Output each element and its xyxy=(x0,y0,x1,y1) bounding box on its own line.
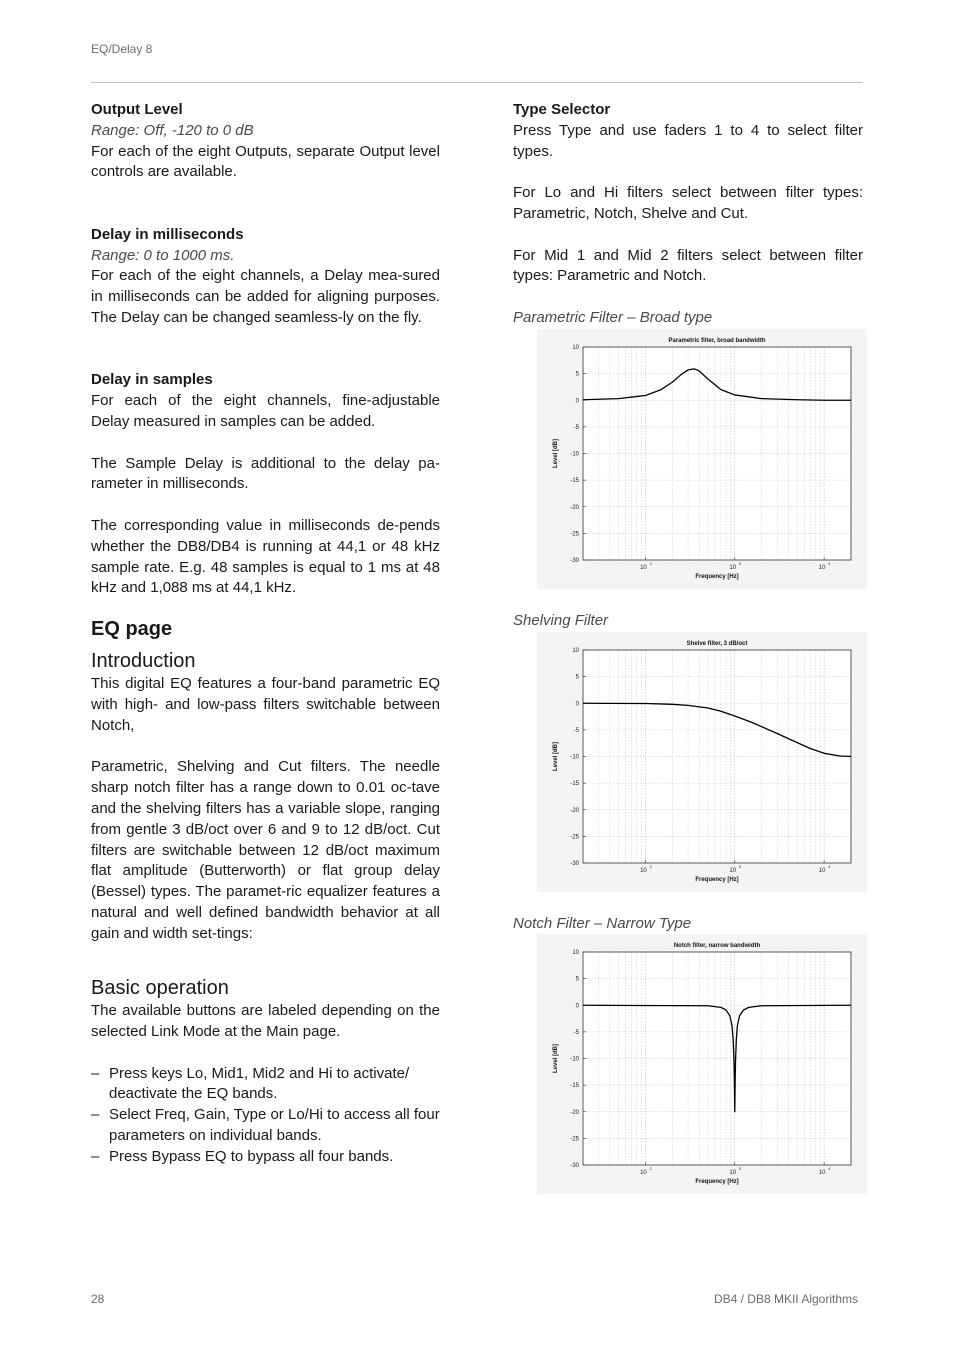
x-tick-label: 10 xyxy=(818,867,826,874)
x-tick-label: 10 xyxy=(729,867,737,874)
x-axis-label: Frequency [Hz] xyxy=(695,876,739,883)
left-column xyxy=(91,100,440,1168)
chart-title: Notch filter, narrow bandwidth xyxy=(673,943,761,950)
y-tick-label: 0 xyxy=(575,700,579,707)
x-tick-exponent: 2 xyxy=(649,863,652,869)
y-tick-label: 10 xyxy=(572,950,579,957)
y-tick-label: 10 xyxy=(572,647,579,654)
y-tick-label: 0 xyxy=(575,1003,579,1010)
y-tick-label: -30 xyxy=(570,557,579,564)
chart-title: Shelve filter, 3 dB/oct xyxy=(686,640,748,647)
header-divider xyxy=(91,82,863,83)
y-tick-label: -25 xyxy=(570,1136,579,1143)
right-column xyxy=(513,100,863,1194)
y-tick-label: 10 xyxy=(572,344,579,351)
type-selector-heading: Type Selector xyxy=(513,101,611,118)
output-level-heading: Output Level xyxy=(91,101,183,118)
x-tick-exponent: 4 xyxy=(828,1166,831,1172)
delay-samples-text-2: The Sample Delay is additional to the delay pa-rameter in milliseconds. xyxy=(91,454,440,493)
y-tick-label: 0 xyxy=(575,398,579,405)
delay-samples-heading: Delay in samples xyxy=(91,371,213,389)
y-tick-label: -15 xyxy=(570,1083,579,1090)
x-tick-exponent: 3 xyxy=(738,1166,742,1172)
delay-ms-text: For each of the eight channels, a Delay mea-sured in milliseconds can be added for aligning purposes. The Delay can be changed seamless-ly on the fly. xyxy=(91,267,440,326)
delay-samples-text-3: The corresponding value in milliseconds de-pends whether the DB8/DB4 is running at 44,1 or 48 kHz sample rate. E.g. 48 samples is equal to 1 ms at 48 kHz and 1,088 ms at 44,1 kHz. xyxy=(91,516,440,597)
y-tick-label: -30 xyxy=(570,1163,579,1170)
document-title: DB4 / DB8 MKII Algorithms xyxy=(713,1292,858,1306)
y-axis-label: Level [dB] xyxy=(553,1044,559,1074)
list-item: – Press Bypass EQ to bypass all four bands. xyxy=(91,1147,440,1168)
parametric-filter-caption: Parametric Filter – Broad type xyxy=(513,308,713,326)
y-tick-label: -20 xyxy=(570,504,579,511)
shelving-filter-caption: Shelving Filter xyxy=(513,611,609,629)
delay-samples-text-1: For each of the eight channels, fine-adjustable Delay measured in samples can be added. xyxy=(91,392,440,430)
y-tick-label: -10 xyxy=(570,1056,579,1063)
basic-operation-text: The available buttons are labeled depending on the selected Link Mode at the Main page. xyxy=(91,1002,440,1041)
y-tick-label: -15 xyxy=(570,780,579,787)
y-tick-label: -20 xyxy=(570,807,579,814)
x-tick-label: 10 xyxy=(640,867,647,874)
introduction-text-1: This digital EQ features a four-band parametric EQ with high- and low-pass filters switchable between Notch, xyxy=(91,675,440,734)
type-selector-text-2: For Lo and Hi filters select between filter types: Parametric, Notch, Shelve and Cut. xyxy=(513,184,863,222)
x-tick-label: 10 xyxy=(640,1170,647,1177)
type-selector-text-1: Press Type and use faders 1 to 4 to select filter types. xyxy=(513,121,863,160)
y-axis-label: Level [dB] xyxy=(553,741,559,771)
delay-ms-range: Range: 0 to 1000 ms. xyxy=(91,246,235,264)
output-level-text: For each of the eight Outputs, separate Output level controls are available. xyxy=(91,142,440,181)
y-tick-label: -5 xyxy=(573,1030,579,1037)
notch-filter-caption: Notch Filter – Narrow Type xyxy=(513,914,692,932)
x-tick-exponent: 3 xyxy=(738,560,742,566)
output-level-range: Range: Off, -120 to 0 dB xyxy=(91,121,254,139)
y-tick-label: 5 xyxy=(575,674,579,681)
basic-operation-heading: Basic operation xyxy=(91,977,229,1000)
running-header: EQ/Delay 8 xyxy=(91,42,153,56)
y-tick-label: 5 xyxy=(575,371,579,378)
x-tick-exponent: 2 xyxy=(649,1166,652,1172)
y-tick-label: -10 xyxy=(570,754,579,761)
chart-title: Parametric filter, broad bandwidth xyxy=(668,337,766,344)
x-axis-label: Frequency [Hz] xyxy=(695,573,739,580)
introduction-text-2: Parametric, Shelving and Cut filters. The needle sharp notch filter has a range down to 0.01 oc-tave and the shelving filters has a variable slope, ranging from gentle 3 dB/oct over 6 and 9 to 12 dB/oct. Cut filters are switchable between 12 dB/oct maximum flat amplitude (Butterworth) or flat group delay (Bessel) types. The paramet-ric equalizer features a natural and well defined bandwidth behavior at all gain and width set-tings: xyxy=(91,758,440,942)
type-selector-text-3: For Mid 1 and Mid 2 filters select between filter types: Parametric and Notch. xyxy=(513,246,863,285)
introduction-heading: Introduction xyxy=(91,650,196,673)
x-tick-label: 10 xyxy=(818,1170,826,1177)
x-tick-exponent: 2 xyxy=(649,560,652,566)
page-number: 28 xyxy=(91,1292,105,1306)
eq-page-heading: EQ page xyxy=(91,618,173,641)
basic-operation-list xyxy=(91,1064,440,1168)
x-tick-exponent: 4 xyxy=(828,863,831,869)
y-tick-label: -10 xyxy=(570,451,579,458)
x-tick-exponent: 3 xyxy=(738,863,742,869)
y-tick-label: -5 xyxy=(573,727,579,734)
x-tick-label: 10 xyxy=(818,564,826,571)
y-tick-label: -15 xyxy=(570,477,579,484)
x-axis-label: Frequency [Hz] xyxy=(695,1179,739,1186)
delay-ms-heading: Delay in milliseconds xyxy=(91,225,244,243)
y-tick-label: -5 xyxy=(573,424,579,431)
x-tick-label: 10 xyxy=(729,564,737,571)
parametric-filter-chart xyxy=(537,329,867,589)
y-tick-label: -25 xyxy=(570,833,579,840)
y-tick-label: 5 xyxy=(575,976,579,983)
list-item: – Press keys Lo, Mid1, Mid2 and Hi to activate/ deactivate the EQ bands. xyxy=(91,1064,440,1106)
shelving-filter-chart xyxy=(537,632,867,892)
y-tick-label: -30 xyxy=(570,860,579,867)
x-tick-exponent: 4 xyxy=(828,560,831,566)
list-item: – Select Freq, Gain, Type or Lo/Hi to access all four parameters on individual bands. xyxy=(91,1105,440,1147)
x-tick-label: 10 xyxy=(640,564,647,571)
y-axis-label: Level [dB] xyxy=(553,438,559,468)
y-tick-label: -20 xyxy=(570,1110,579,1117)
notch-filter-chart xyxy=(537,934,867,1194)
x-tick-label: 10 xyxy=(729,1170,737,1177)
y-tick-label: -25 xyxy=(570,531,579,538)
